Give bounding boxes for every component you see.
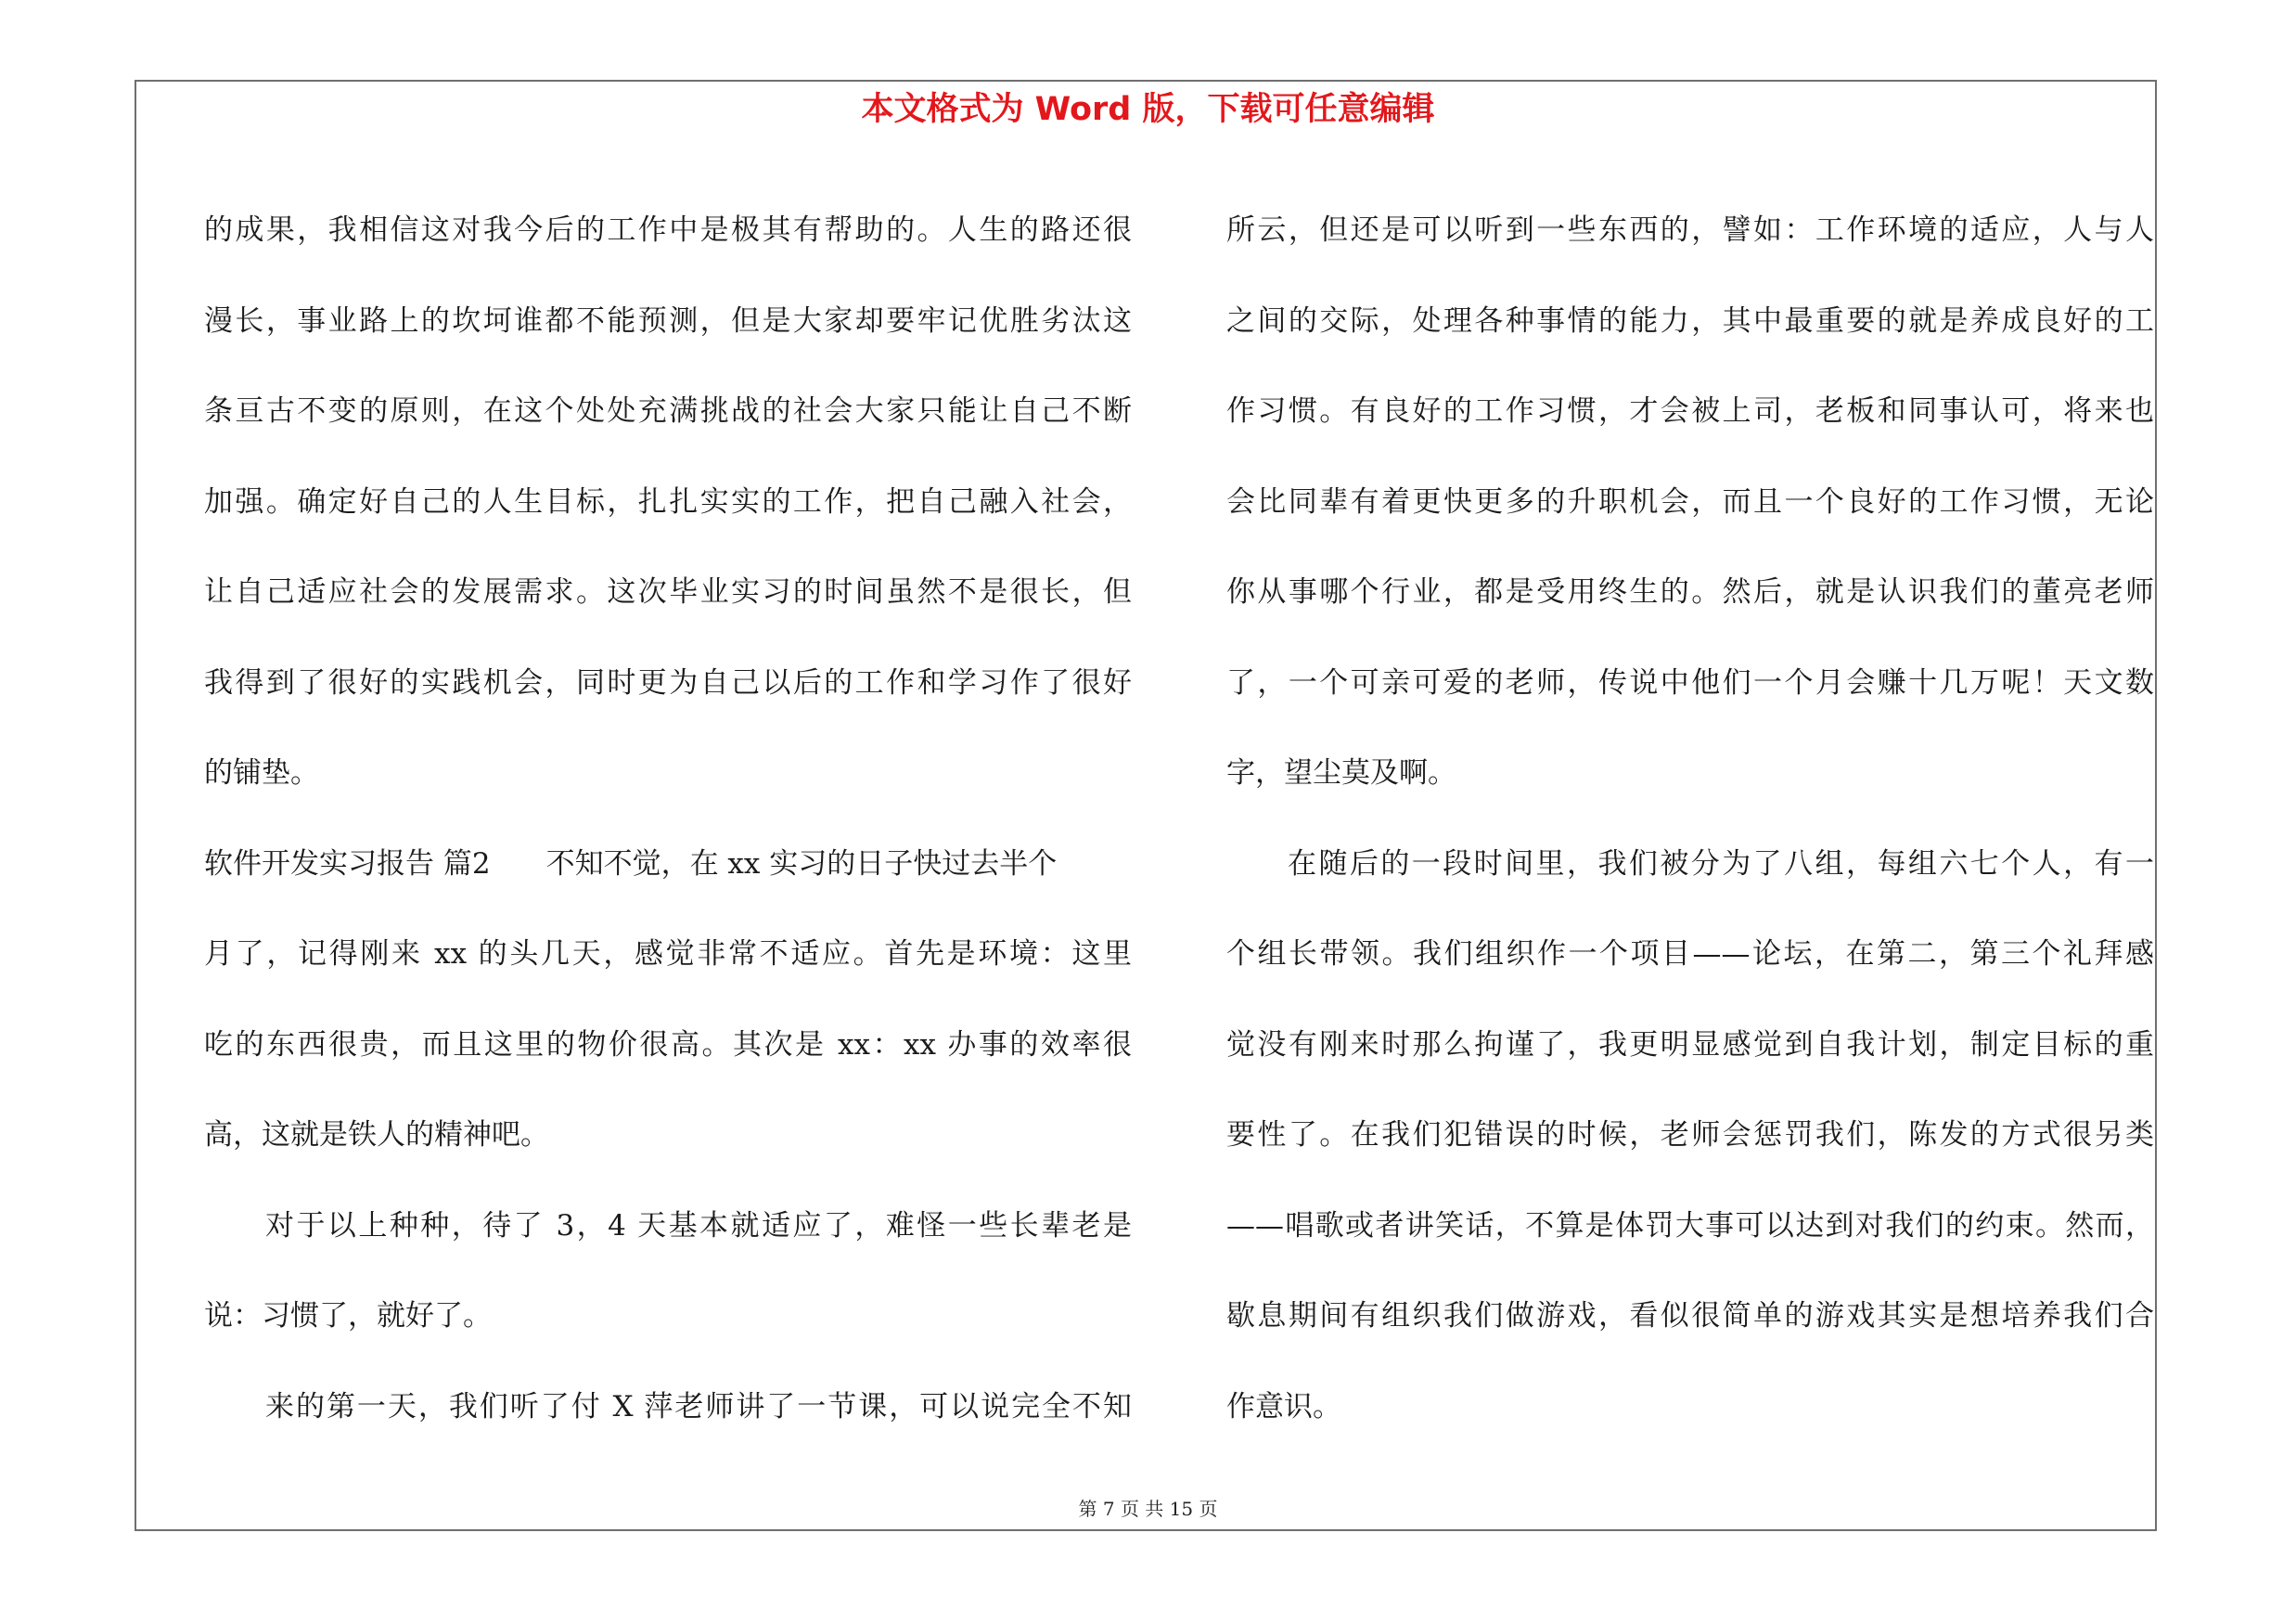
right-column xyxy=(1226,186,2154,1452)
text-line: 觉没有刚来时那么拘谨了，我更明显感觉到自我计划，制定目标的重 xyxy=(1226,1027,2154,1062)
text-line: 月了，记得刚来 xx 的头几天，感觉非常不适应。首先是环境：这里 xyxy=(204,937,1132,971)
text-line: 要性了。在我们犯错误的时候，老师会惩罚我们，陈发的方式很另类 xyxy=(1226,1118,2154,1152)
text-line: 的铺垫。 xyxy=(204,756,319,790)
text-line: 之间的交际，处理各种事情的能力，其中最重要的就是养成良好的工 xyxy=(1226,303,2154,338)
text-line: 了，一个可亲可爱的老师，传说中他们一个月会赚十几万呢！天文数 xyxy=(1226,665,2154,700)
text-line: ——唱歌或者讲笑话，不算是体罚大事可以达到对我们的约束。然而， xyxy=(1226,1208,2154,1243)
text-line: 对于以上种种，待了 3，4 天基本就适应了，难怪一些长辈老是 xyxy=(265,1208,1132,1243)
text-line: 来的第一天，我们听了付 X 萍老师讲了一节课，可以说完全不知 xyxy=(265,1389,1132,1423)
text-line: 高，这就是铁人的精神吧。 xyxy=(204,1118,549,1152)
text-line: 说：习惯了，就好了。 xyxy=(204,1299,492,1333)
text-line: 我得到了很好的实践机会，同时更为自己以后的工作和学习作了很好 xyxy=(204,665,1132,700)
text-line: 漫长，事业路上的坎坷谁都不能预测，但是大家却要牢记优胜劣汰这 xyxy=(204,303,1132,338)
left-column xyxy=(204,186,1132,1452)
text-line: 加强。确定好自己的人生目标，扎扎实实的工作，把自己融入社会， xyxy=(204,484,1132,519)
text-line: 会比同辈有着更快更多的升职机会，而且一个良好的工作习惯，无论 xyxy=(1226,484,2154,519)
text-line: 吃的东西很贵，而且这里的物价很高。其次是 xx：xx 办事的效率很 xyxy=(204,1027,1132,1062)
text-line: 所云，但还是可以听到一些东西的，譬如：工作环境的适应，人与人 xyxy=(1226,213,2154,247)
text-line: 字，望尘莫及啊。 xyxy=(1226,756,1456,790)
header-banner: 本文格式为 Word 版，下载可任意编辑 xyxy=(861,91,1435,128)
text-line: 作意识。 xyxy=(1226,1389,1341,1423)
page-number: 第 7 页 共 15 页 xyxy=(1078,1498,1218,1520)
text-line: 作习惯。有良好的工作习惯，才会被上司，老板和同事认可，将来也 xyxy=(1226,394,2154,428)
text-line: 个组长带领。我们组织作一个项目——论坛，在第二，第三个礼拜感 xyxy=(1226,937,2154,971)
text-line: 条亘古不变的原则，在这个处处充满挑战的社会大家只能让自己不断 xyxy=(204,394,1132,428)
text-line: 在随后的一段时间里，我们被分为了八组，每组六七个人，有一 xyxy=(1288,846,2154,881)
section-heading-line xyxy=(204,819,1132,910)
text-line: 的成果，我相信这对我今后的工作中是极其有帮助的。人生的路还很 xyxy=(204,213,1132,247)
section-heading: 软件开发实习报告 篇2 xyxy=(204,846,491,881)
text-line: 你从事哪个行业，都是受用终生的。然后，就是认识我们的董亮老师 xyxy=(1226,575,2154,609)
text-line: 歇息期间有组织我们做游戏，看似很简单的游戏其实是想培养我们合 xyxy=(1226,1299,2154,1333)
section-first-line: 不知不觉，在 xx 实习的日子快过去半个 xyxy=(545,846,1058,881)
text-line: 让自己适应社会的发展需求。这次毕业实习的时间虽然不是很长，但 xyxy=(204,575,1132,609)
